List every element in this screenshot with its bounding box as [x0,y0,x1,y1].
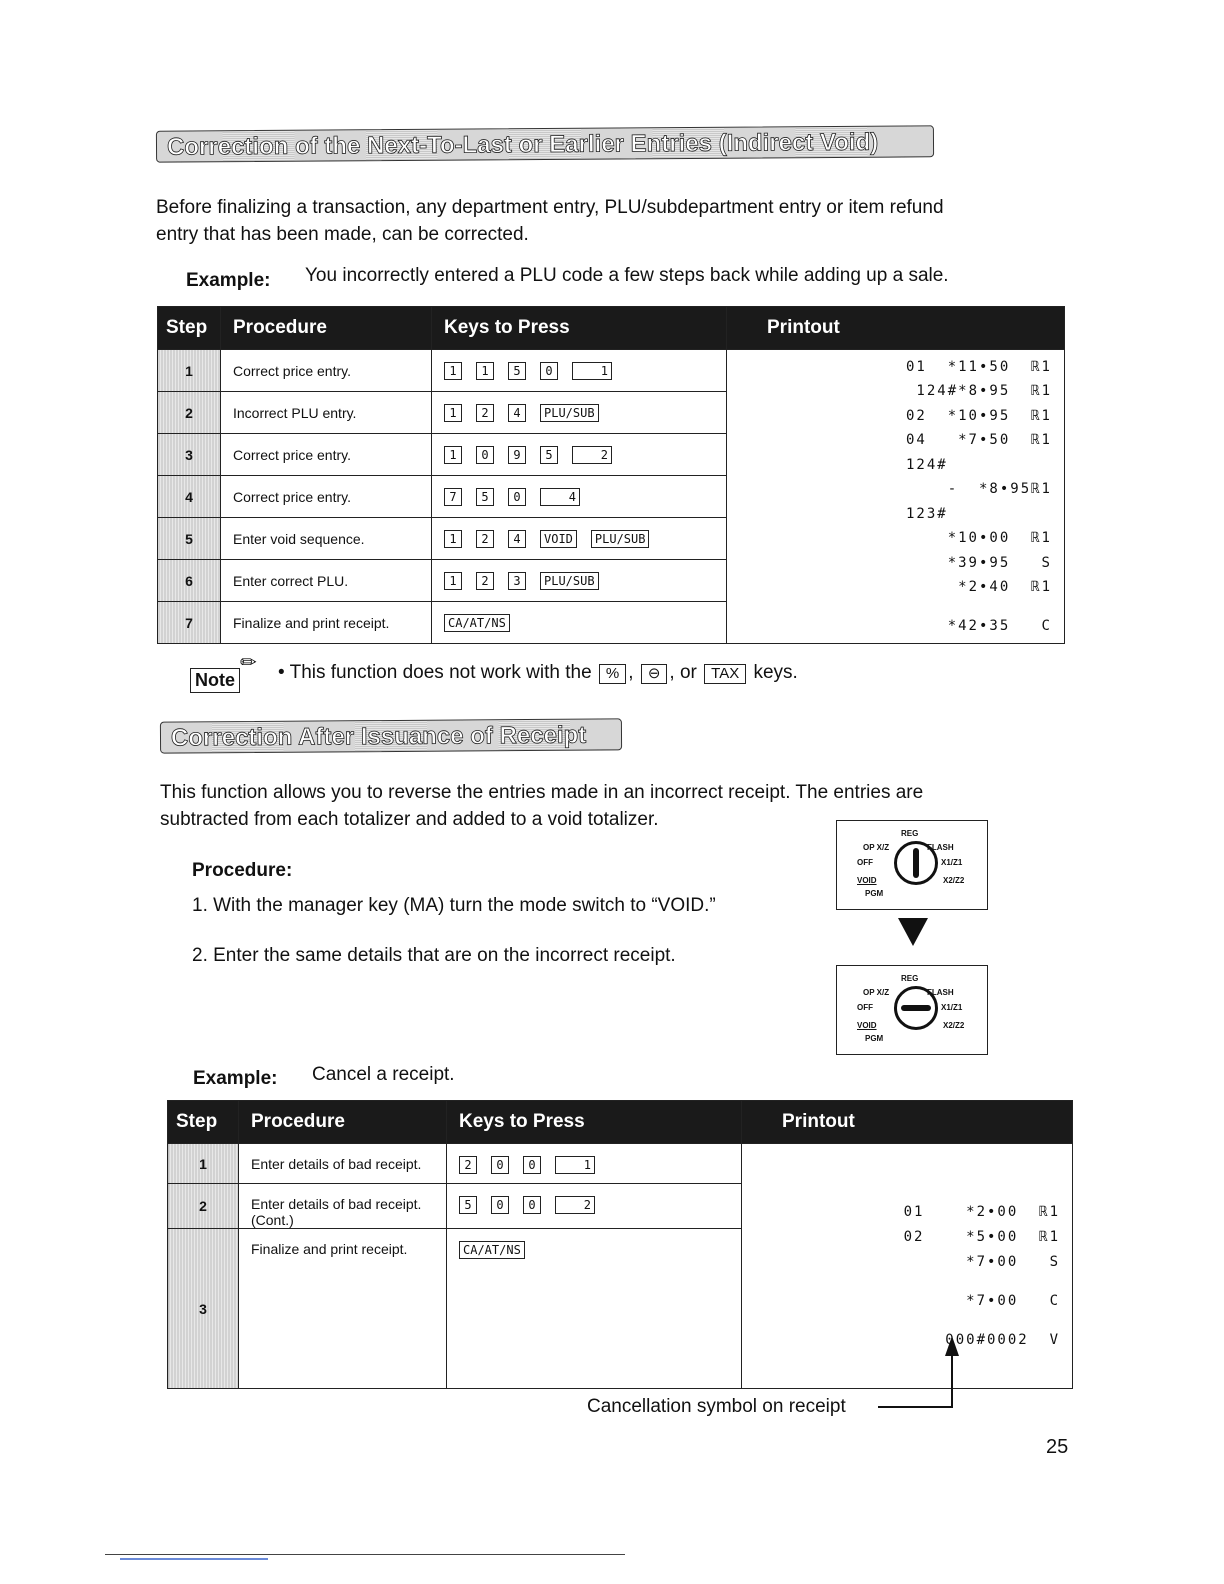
keys-cell [432,560,727,602]
printout-line: *2•40 ℝ1 [958,579,1052,596]
header-step: Step [158,307,221,350]
procedure-cell: Correct price entry. [221,350,432,392]
procedure-cell: Incorrect PLU entry. [221,392,432,434]
switch-label-void: VOID [857,1021,877,1030]
header-printout: Printout [742,1101,1073,1144]
procedure-label: Procedure: [192,860,293,881]
percent-key: % [599,664,626,684]
step-number: 2 [158,392,221,434]
intro-paragraph-line1: Before finalizing a transaction, any department entry, PLU/subdepartment entry or item refund [156,197,944,218]
keys-cell [447,1184,742,1229]
switch-label-x1z1: X1/Z1 [941,858,963,867]
key-0-icon: 0 [491,1196,509,1214]
key-0-icon: 0 [508,488,526,506]
switch-label-x1z1: X1/Z1 [941,1003,963,1012]
printout-line: *7•00 C [966,1292,1060,1309]
note-or: , or [669,662,697,683]
section2-intro-line2: subtracted from each totalizer and added to a void totalizer. [160,809,659,830]
printout-line: 01 *11•50 ℝ1 [905,358,1052,375]
key-3-icon: 3 [508,572,526,590]
switch-label-off: OFF [857,858,873,867]
printout-line: *39•95 S [947,554,1052,571]
switch-label-void: VOID [857,876,877,885]
printout-cell [727,350,1065,644]
section-title-indirect-void: Correction of the Next-To-Last or Earlier Entries (Indirect Void) [156,125,934,162]
key-0-icon: 0 [523,1156,541,1174]
switch-label-pgm: PGM [865,889,884,898]
example-text: You incorrectly entered a PLU code a few steps back while adding up a sale. [305,265,949,286]
table-header-row [168,1101,1073,1144]
keys-cell [432,476,727,518]
key-1-icon: 1 [444,404,462,422]
printout-line: 124#*8•95 ℝ1 [916,383,1052,400]
printout-line [754,1275,1060,1289]
printout-line [754,1314,1060,1328]
indirect-void-table [157,306,1065,644]
step-number: 5 [158,518,221,560]
pencil-icon: ✏ [240,652,257,674]
end-key-icon: 4 [540,488,580,506]
keys-cell [432,602,727,644]
step-number: 7 [158,602,221,644]
switch-label-flash: FLASH [927,988,954,997]
switch-label-reg: REG [901,974,919,983]
printout-line: *42•35 C [947,617,1052,634]
key-5-icon: 5 [540,446,558,464]
intro-paragraph-line2: entry that has been made, can be corrected. [156,224,529,245]
section2-intro-line1: This function allows you to reverse the entries made in an incorrect receipt. The entries are [160,782,924,803]
key-0-icon: 0 [476,446,494,464]
switch-label-off: OFF [857,1003,873,1012]
printout-line: 02 *5•00 ℝ1 [903,1228,1060,1245]
table-row [168,1144,1073,1184]
end-key-icon: 1 [572,362,612,380]
step-number: 2 [168,1184,239,1229]
minus-key: ⊖ [641,664,668,684]
note-label: Note [190,668,240,693]
key-0-icon: 0 [540,362,558,380]
keys-cell [447,1229,742,1389]
printout-line: 124# [905,456,1052,473]
procedure-cell: Enter details of bad receipt. (Cont.) [239,1184,447,1229]
keys-cell [447,1144,742,1184]
key-5-icon: 5 [459,1196,477,1214]
cancel-caption: Cancellation symbol on receipt [587,1396,846,1417]
header-printout: Printout [727,307,1065,350]
key-4-icon: 4 [508,530,526,548]
printout-line: 01 *2•00 ℝ1 [903,1203,1060,1220]
switch-label-opxz: OP X/Z [863,843,890,852]
procedure-cell: Enter void sequence. [221,518,432,560]
key-4-icon: 4 [508,404,526,422]
key-9-icon: 9 [508,446,526,464]
end-key-2-icon: PLU/SUB [591,530,650,548]
end-key-icon: 1 [555,1156,595,1174]
switch-label-x2z2: X2/Z2 [943,876,965,885]
page-number: 25 [1046,1436,1069,1458]
key-0-icon: 0 [491,1156,509,1174]
table-header-row [158,307,1065,350]
procedure-step-1: 1. With the manager key (MA) turn the mode switch to “VOID.” [192,895,716,916]
end-key-icon: CA/AT/NS [444,614,510,632]
header-procedure: Procedure [239,1101,447,1144]
key-7-icon: 7 [444,488,462,506]
key-1-icon: 1 [444,362,462,380]
key-2-icon: 2 [459,1156,477,1174]
key-0-icon: 0 [523,1196,541,1214]
example-label: Example: [186,270,271,291]
key-1-icon: 1 [444,572,462,590]
printout-line: *10•00 ℝ1 [947,530,1052,547]
mode-switch-reg-diagram [836,820,988,910]
key-2-icon: 2 [476,404,494,422]
footer-rule [105,1554,625,1555]
step-number: 4 [158,476,221,518]
key-5-icon: 5 [508,362,526,380]
arrow-down-icon [898,918,928,946]
step-number: 1 [158,350,221,392]
procedure-cell: Correct price entry. [221,434,432,476]
procedure-cell: Finalize and print receipt. [239,1229,447,1389]
tax-key: TAX [704,664,746,684]
procedure-cell: Correct price entry. [221,476,432,518]
note-text-after: keys. [753,662,798,683]
end-key-icon: 2 [572,446,612,464]
key-1-icon: 1 [444,446,462,464]
mode-switch-void-diagram [836,965,988,1055]
switch-label-reg: REG [901,829,919,838]
keys-cell [432,434,727,476]
cancel-arrow-line [951,1355,953,1407]
step-number: 3 [158,434,221,476]
end-key-icon: CA/AT/NS [459,1241,525,1259]
key-2-icon: 2 [476,530,494,548]
switch-label-x2z2: X2/Z2 [943,1021,965,1030]
key-1-icon: 1 [476,362,494,380]
keys-cell [432,350,727,392]
key-1-icon: 1 [444,530,462,548]
printout-line: 000#0002 V [945,1331,1060,1348]
step-number: 6 [158,560,221,602]
procedure-cell: Finalize and print receipt. [221,602,432,644]
switch-label-opxz: OP X/Z [863,988,890,997]
procedure-cell: Enter details of bad receipt. [239,1144,447,1184]
example2-label: Example: [193,1068,278,1089]
table-row [158,350,1065,392]
footer-rule-blue [120,1558,268,1560]
note-text: • This function does not work with the % , ⊖ , or TAX keys. [278,662,798,683]
printout-line [739,600,1052,614]
key-5-icon: 5 [476,488,494,506]
printout-cell [742,1144,1073,1389]
header-keys: Keys to Press [447,1101,742,1144]
printout-line: 123# [905,505,1052,522]
end-key-icon: VOID [540,530,577,548]
printout-line: - *8•95ℝ1 [947,481,1052,498]
section-title-after-receipt: Correction After Issuance of Receipt [160,718,622,753]
keys-cell [432,392,727,434]
key-2-icon: 2 [476,572,494,590]
header-procedure: Procedure [221,307,432,350]
printout-line: 02 *10•95 ℝ1 [905,407,1052,424]
printout-line: *7•00 S [966,1253,1060,1270]
procedure-cell: Enter correct PLU. [221,560,432,602]
switch-label-flash: FLASH [927,843,954,852]
note-text-before: • This function does not work with the [278,662,592,683]
step-number: 1 [168,1144,239,1184]
switch-label-pgm: PGM [865,1034,884,1043]
printout-line: 04 *7•50 ℝ1 [905,432,1052,449]
end-key-icon: 2 [555,1196,595,1214]
cancel-arrow-head [945,1336,959,1356]
step-number: 3 [168,1229,239,1389]
keys-cell [432,518,727,560]
header-keys: Keys to Press [432,307,727,350]
procedure-step-2: 2. Enter the same details that are on the incorrect receipt. [192,945,676,966]
cancel-receipt-table [167,1100,1073,1389]
mode-dial-icon [894,841,938,885]
end-key-icon: PLU/SUB [540,404,599,422]
header-step: Step [168,1101,239,1144]
example2-text: Cancel a receipt. [312,1064,455,1085]
mode-dial-icon [894,986,938,1030]
cancel-arrow-tail [878,1406,953,1408]
end-key-icon: PLU/SUB [540,572,599,590]
